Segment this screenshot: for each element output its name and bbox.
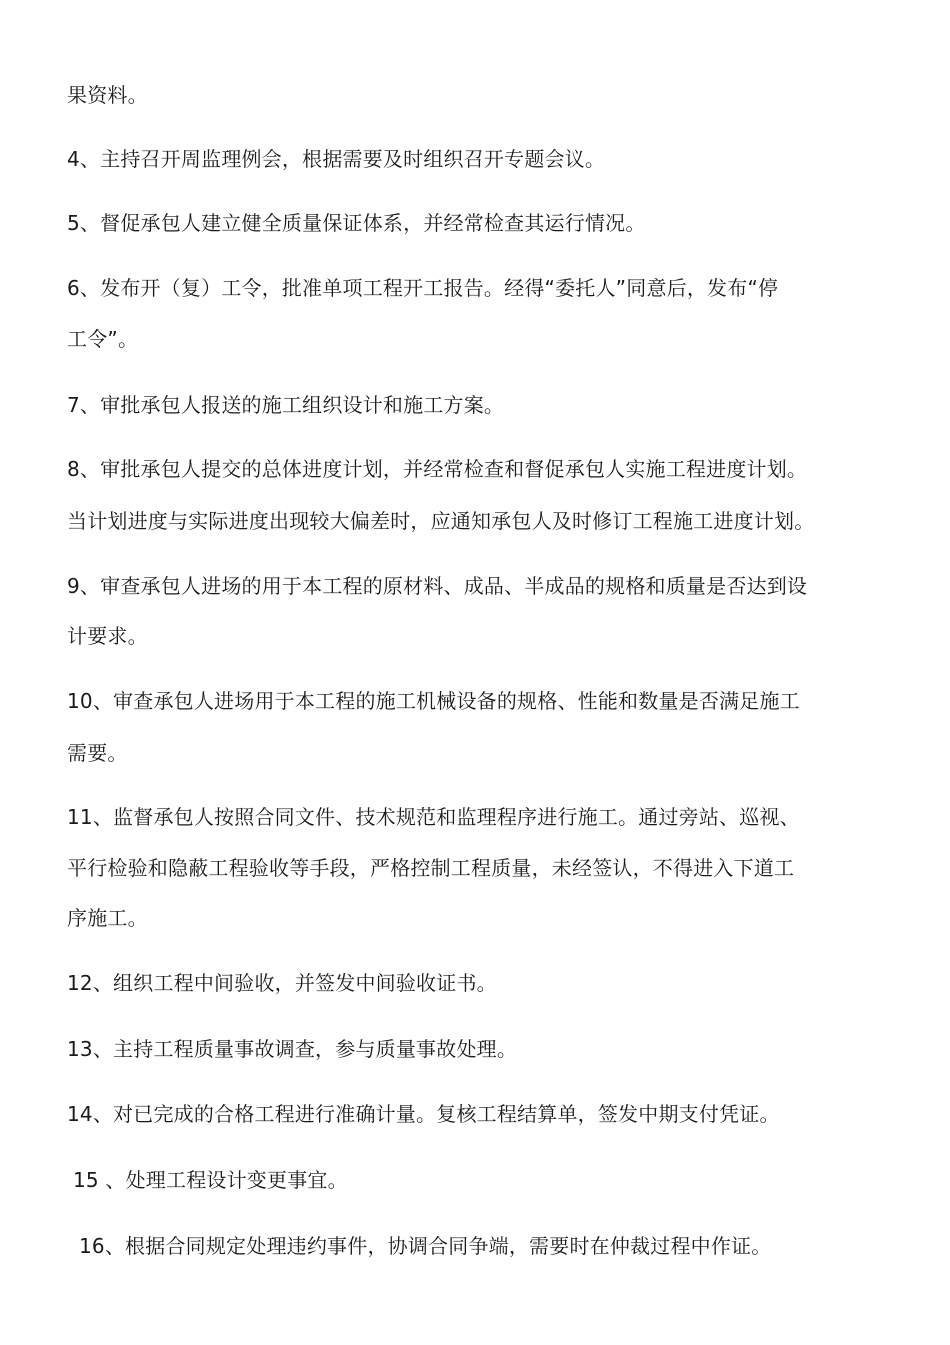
text-line: 13、主持工程质量事故调查，参与质量事故处理。 (67, 1037, 518, 1061)
text-line: 8、审批承包人提交的总体进度计划，并经常检查和督促承包人实施工程进度计划。 (67, 457, 808, 481)
text-line: 15 、处理工程设计变更事宜。 (73, 1168, 348, 1192)
text-line: 11、监督承包人按照合同文件、技术规范和监理程序进行施工。通过旁站、巡视、 (67, 805, 800, 829)
text-line: 序施工。 (67, 906, 148, 930)
text-line: 7、审批承包人报送的施工组织设计和施工方案。 (67, 393, 505, 417)
text-line: 12、组织工程中间验收，并签发中间验收证书。 (67, 971, 497, 995)
text-line: 计要求。 (67, 624, 148, 648)
text-line: 果资料。 (67, 83, 148, 107)
text-line: 5、督促承包人建立健全质量保证体系，并经常检查其运行情况。 (67, 211, 646, 235)
text-line: 9、审查承包人进场的用于本工程的原材料、成品、半成品的规格和质量是否达到设 (67, 574, 808, 598)
text-line: 16、根据合同规定处理违约事件，协调合同争端，需要时在仲裁过程中作证。 (79, 1234, 772, 1258)
text-line: 10、审查承包人进场用于本工程的施工机械设备的规格、性能和数量是否满足施工 (67, 689, 800, 713)
text-line: 工令”。 (67, 327, 139, 351)
text-line: 需要。 (67, 741, 128, 765)
text-line: 14、对已完成的合格工程进行准确计量。复核工程结算单，签发中期支付凭证。 (67, 1102, 780, 1126)
text-line: 4、主持召开周监理例会，根据需要及时组织召开专题会议。 (67, 147, 606, 171)
text-line: 平行检验和隐蔽工程验收等手段，严格控制工程质量，未经签认，不得进入下道工 (67, 856, 795, 880)
text-line: 6、发布开（复）工令，批准单项工程开工报告。经得“委托人”同意后，发布“停 (67, 276, 779, 300)
text-line: 当计划进度与实际进度出现较大偏差时，应通知承包人及时修订工程施工进度计划。 (67, 509, 815, 533)
